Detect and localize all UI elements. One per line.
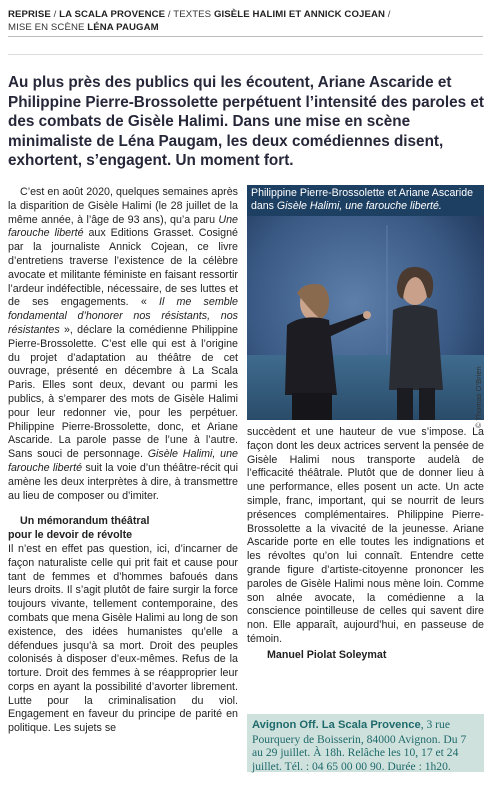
caption-prefix: dans (251, 200, 277, 212)
play-title: Gisèle Halimi, une farouche liberté (8, 448, 238, 474)
divider-top (8, 36, 483, 37)
header-director: LÉNA PAUGAM (87, 22, 159, 33)
stage-photo (247, 185, 484, 420)
text-run: aux Editions Grasset. Cosigné par la journaliste Annick Cojean, ce livre d’entretiens traverse l’existence de la célèbre avocate et militante féministe en faisant ressortir l’ardeur indéfectible, nécessaire, de ses luttes et de ses engagements. « (8, 227, 238, 309)
header-separator: / (385, 9, 391, 20)
caption-title: Gisèle Halimi, une farouche liberté. (276, 200, 442, 212)
left-column (8, 186, 238, 736)
caption-line-2 (251, 200, 480, 213)
header-separator: / (50, 9, 60, 20)
subheading-line-2: pour le devoir de révolte (8, 529, 133, 542)
paragraph-intro (8, 186, 238, 503)
author-signature: Manuel Piolat Soleymat (267, 648, 387, 661)
subheading (8, 515, 238, 543)
show-info-box (247, 714, 484, 772)
article-header (8, 8, 483, 34)
book-title: Une farouche liberté (8, 213, 238, 240)
header-venue: LA SCALA PROVENCE (59, 9, 166, 20)
info-details: , 3 rue Pourquery de Boisserin, 84000 Avignon. Du 7 au 29 juillet. À 18h. Relâche les 10, 17 et 24 juillet. Tél. : 04 65 00 00 90. Durée : 1h20. (252, 718, 467, 773)
text-run: suit la voie d’un théâtre-récit qui amène les deux interprètes à dire, à transmettre au lieu de composer ou d’imiter. (8, 461, 238, 502)
header-category: REPRISE (8, 9, 51, 20)
header-separator: / (165, 9, 174, 20)
header-direction-label: MISE EN SCÈNE (8, 22, 85, 33)
subheading-line-1: Un mémorandum théâtral (20, 515, 150, 528)
header-authors: GISÈLE HALIMI ET ANNICK COJEAN (213, 9, 386, 20)
quote: Il me semble fondamental d’honorer nos résistants, nos résistantes (8, 296, 238, 336)
paragraph-continuation: succèdent et une hauteur de vue s’impose. La façon dont les deux actrices servent la pensée de Gisèle Halimi nous transporte audelà de l’efficacité théâtrale. Plutôt que de donner lieu à une performance, elles posent un acte. Un acte simple, franc, important, qui se nourrit de leurs présences complémentaires. Philippine Pierre-Brossolette a la vivacité de la jeunesse. Ariane Ascaride porte en elle toutes les indignations et les révoltes qu’on lui connaît. Entendre cette grande figure d’artiste-citoyenne prononcer les paroles de Gisèle Halimi nous mène loin. Comme son alnée avocate, la comédienne a la conscience pointilleuse de celles qui savent dire non. Elle apparaît, aujourd’hui, en passeuse de témoin. (247, 426, 484, 645)
caption-line-1: Philippine Pierre-Brossolette et Ariane Ascaride (251, 187, 473, 199)
photo-credit: © Thomas O’Brien (474, 366, 483, 428)
right-column (247, 426, 484, 663)
photo-illustration (247, 185, 484, 420)
header-line-1 (8, 8, 483, 21)
header-line-2 (8, 21, 483, 34)
article-lead: Au plus près des publics qui les écoutent, Ariane Ascaride et Philippine Pierre-Brossolette perpétuent l’intensité des paroles et des combats de Gisèle Halimi. Dans une mise en scène minimaliste de Léna Paugam, les deux comédiennes disent, exhortent, s’engagent. Un moment fort. (8, 74, 485, 170)
text-run: C’est en août 2020, quelques semaines après la disparition de Gisèle Halimi (le 28 juillet de la même année, à l’âge de 93 ans), qu’a paru (8, 186, 238, 226)
photo-caption (247, 185, 484, 216)
paragraph-body: Il n’est en effet pas question, ici, d’incarner de façon naturaliste celle qui prit fait et cause pour tant de femmes et d’hommes bafoués dans leurs droits. Il s’agit plutôt de faire surgir la force toujours vivante, tellement contemporaine, des combats que mena Gisèle Halimi au long de son existence, des idées humanistes qu’elle a défendues jusqu’à sa mort. Droit des peuples colonisés à disposer d’eux-mêmes. Refus de la torture. Droit des femmes à se réapproprier leur corps en ayant la possibilité d’avorter librement. Lutte pour la criminalisation du viol. Engagement en faveur du principe de parité en politique. Les sujets se (8, 542, 238, 735)
divider-header (8, 54, 483, 55)
text-run: », déclare la comédienne Philippine Pierre-Brossolette. C’est elle qui est à l’origine du projet d’adaptation au théâtre de cet ouvrage, présenté en décembre à La Scala Paris. Elles sont deux, devant ou parmi les publics, à s’emparer des mots de Gisèle Halimi pour leur redonner vie, pour les perpétuer. Philippine Pierre-Brossolette, donc, et Ariane Ascaride. La parole passe de l’une à l’autre. Sans souci de personnage. (8, 323, 238, 461)
header-texts-label: TEXTES (173, 9, 212, 20)
info-venue: Avignon Off. La Scala Provence (252, 719, 421, 731)
